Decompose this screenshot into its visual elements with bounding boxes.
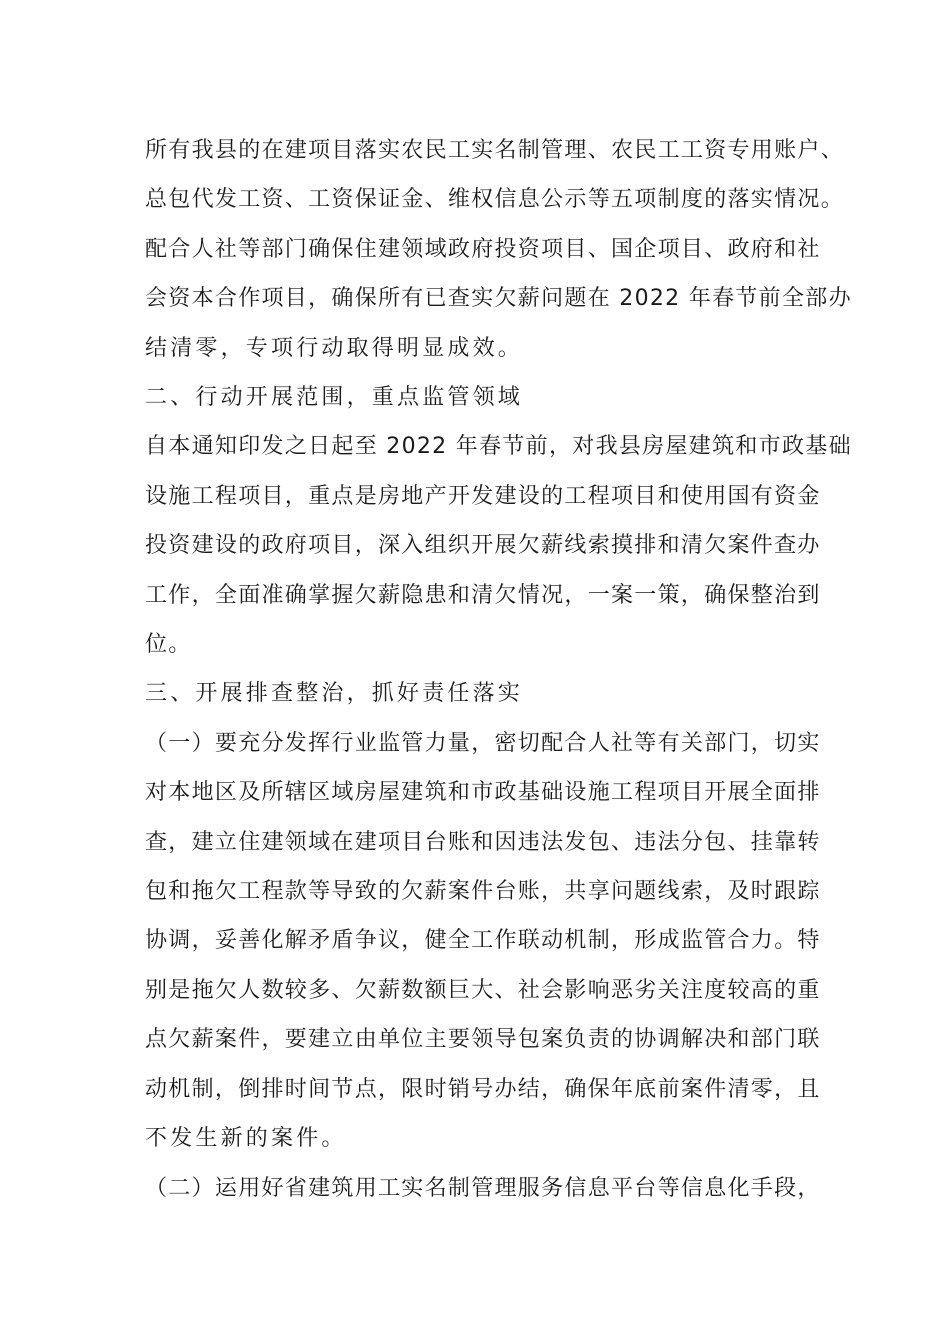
body-text-line: （二）运用好省建筑用工实名制管理服务信息平台等信息化手段， [145,1176,821,1201]
body-text-line: 工作，全面准确掌握欠薪隐患和清欠情况，一案一策，确保整治到 [145,583,821,608]
body-text-line: 总包代发工资、工资保证金、维权信息公示等五项制度的落实情况。 [145,187,845,212]
body-text-line: 自本通知印发之日起至 2022 年春节前，对我县房屋建筑和市政基础 [145,434,852,459]
body-text-line: 结清零，专项行动取得明显成效。 [145,336,524,361]
body-text-line: 对本地区及所辖区域房屋建筑和市政基础设施工程项目开展全面排 [145,780,821,805]
section-heading-2: 二、行动开展范围，重点监管领域 [145,385,524,410]
body-text-line: 配合人社等部门确保住建领域政府投资项目、国企项目、政府和社 [145,237,821,262]
body-text-line: 包和拖欠工程款等导致的欠薪案件台账，共享问题线索，及时跟踪 [145,879,821,904]
body-text-line: 所有我县的在建项目落实农民工实名制管理、农民工工资专用账户、 [145,138,845,163]
body-text-line: 位。 [145,632,192,657]
body-text-line: （一）要充分发挥行业监管力量，密切配合人社等有关部门，切实 [145,731,821,756]
body-text-line: 会资本合作项目，确保所有已查实欠薪问题在 2022 年春节前全部办 [145,286,852,311]
body-text-line: 动机制，倒排时间节点，限时销号办结，确保年底前案件清零，且 [145,1077,821,1102]
body-text-line: 查，建立住建领域在建项目台账和因违法发包、违法分包、挂靠转 [145,830,821,855]
section-heading-3: 三、开展排查整治，抓好责任落实 [145,681,524,706]
body-text-line: 设施工程项目，重点是房地产开发建设的工程项目和使用国有资金 [145,484,821,509]
body-text-line: 协调，妥善化解矛盾争议，健全工作联动机制，形成监管合力。特 [145,928,821,953]
body-text-line: 投资建设的政府项目，深入组织开展欠薪线索摸排和清欠案件查办 [145,533,821,558]
body-text-line: 别是拖欠人数较多、欠薪数额巨大、社会影响恶劣关注度较高的重 [145,978,821,1003]
body-text-line: 不发生新的案件。 [145,1126,347,1151]
body-text-line: 点欠薪案件，要建立由单位主要领导包案负责的协调解决和部门联 [145,1027,821,1052]
